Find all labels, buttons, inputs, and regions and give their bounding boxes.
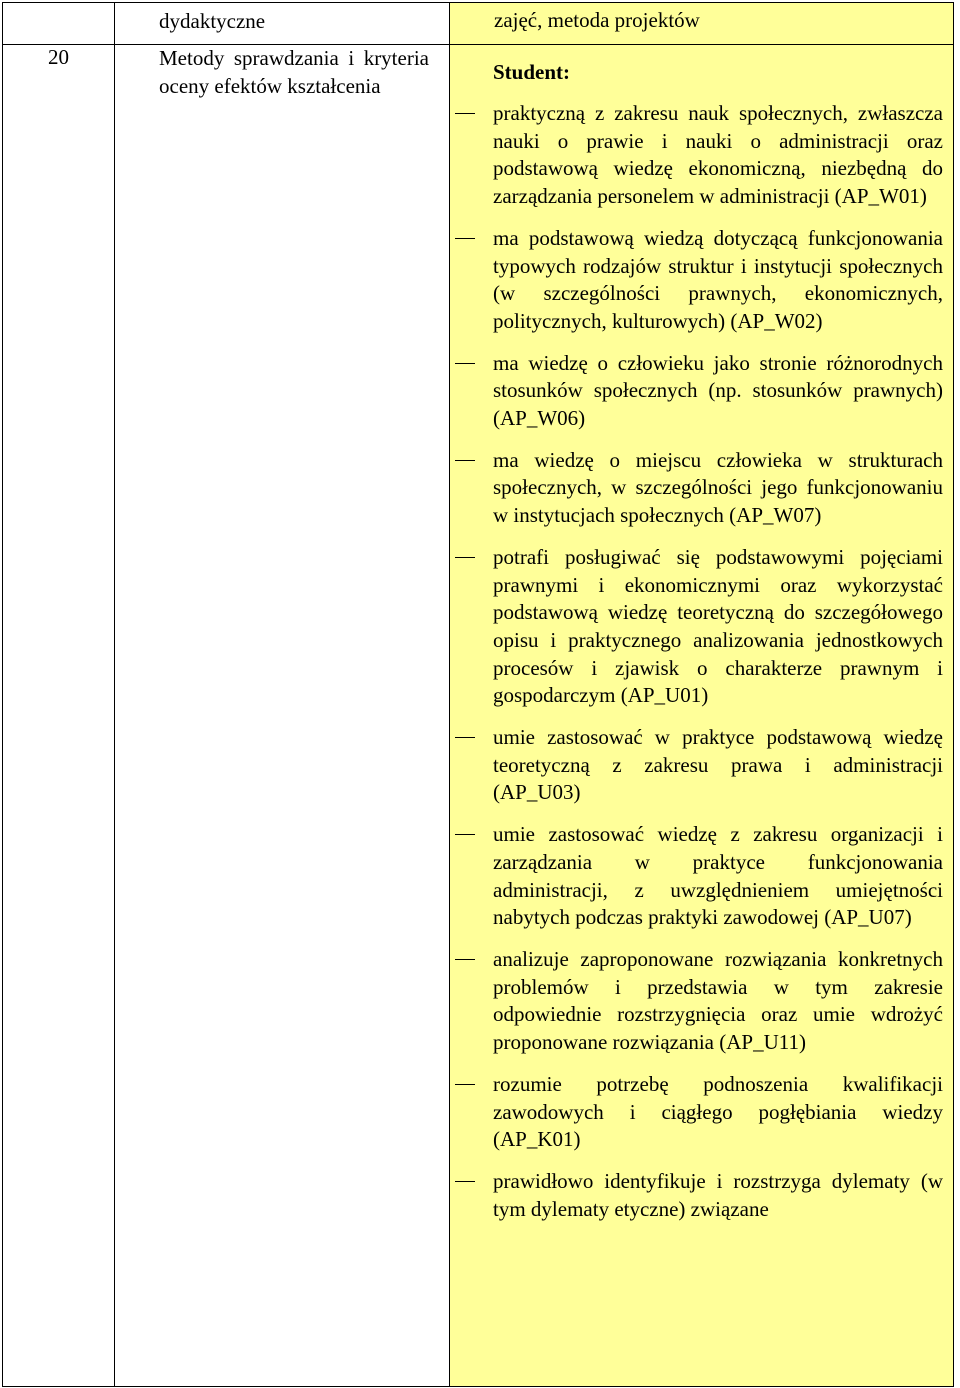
list-item	[450, 946, 953, 1057]
top-content-cell	[450, 3, 954, 45]
dash-bullet-icon	[455, 1181, 475, 1182]
row-number-cell	[3, 45, 115, 1387]
list-item	[450, 821, 953, 932]
outcome-list	[450, 100, 953, 1237]
list-item	[450, 447, 953, 530]
list-item	[450, 1168, 953, 1223]
student-heading: Student:	[493, 60, 571, 84]
course-table	[2, 2, 954, 1387]
dash-bullet-icon	[455, 557, 475, 558]
list-item	[450, 724, 953, 807]
list-item-text: analizuje zaproponowane rozwiązania konkretnych problemów i przedstawia w tym zakresie odpowiednie rozstrzygnięcia oraz umie wdrożyć proponowane rozwiązania (AP_U11)	[493, 946, 943, 1055]
top-label-cell	[115, 3, 450, 45]
list-item-text: prawidłowo identyfikuje i rozstrzyga dylematy (w tym dylematy etyczne) związane	[493, 1168, 943, 1221]
list-item	[450, 100, 953, 211]
row-content-cell	[450, 45, 954, 1387]
top-label-text: dydaktyczne	[159, 9, 266, 33]
row-label-text: Metody sprawdzania i kryteria oceny efektów kształcenia	[159, 46, 429, 98]
dash-bullet-icon	[455, 238, 475, 239]
list-item-text: praktyczną z zakresu nauk społecznych, zwłaszcza nauki o prawie i nauki o administracji oraz podstawową wiedzę ekonomiczną, niezbędną do zarządzania personelem w administracji (AP_W01)	[493, 101, 943, 209]
dash-bullet-icon	[455, 834, 475, 835]
dash-bullet-icon	[455, 959, 475, 960]
dash-bullet-icon	[455, 460, 475, 461]
table-row-main	[3, 45, 954, 1387]
list-item-text: umie zastosować wiedzę z zakresu organizacji i zarządzania w praktyce funkcjonowania administracji, z uwzględnieniem umiejętności nabytych podczas praktyki zawodowej (AP_U07)	[493, 822, 943, 930]
dash-bullet-icon	[455, 1084, 475, 1085]
list-item-text: rozumie potrzebę podnoszenia kwalifikacji zawodowych i ciągłego pogłębiania wiedzy (AP_K01)	[493, 1071, 943, 1152]
row-label-cell	[115, 45, 450, 1387]
list-item	[450, 544, 953, 710]
top-content-text: zajęć, metoda projektów	[494, 8, 700, 32]
dash-bullet-icon	[455, 113, 475, 114]
table-row-top	[3, 3, 954, 45]
list-item	[450, 1071, 953, 1154]
dash-bullet-icon	[455, 363, 475, 364]
row-number: 20	[48, 45, 69, 69]
list-item-text: umie zastosować w praktyce podstawową wiedzę teoretyczną z zakresu prawa i administracji (AP_U03)	[493, 725, 943, 805]
dash-bullet-icon	[455, 737, 475, 738]
list-item-text: ma wiedzę o miejscu człowieka w strukturach społecznych, w szczególności jego funkcjonowaniu w instytucjach społecznych (AP_W07)	[493, 447, 943, 528]
list-item-text: ma wiedzę o człowieku jako stronie różnorodnych stosunków społecznych (np. stosunków prawnych) (AP_W06)	[493, 350, 943, 431]
highlighted-content	[450, 45, 953, 1386]
list-item	[450, 225, 953, 336]
empty-number-cell	[3, 3, 115, 45]
list-item	[450, 350, 953, 433]
list-item-text: ma podstawową wiedzą dotyczącą funkcjonowania typowych rodzajów struktur i instytucji społecznych (w szczególności prawnych, ekonomicznych, politycznych, kulturowych) (AP_W02)	[493, 225, 943, 333]
list-item-text: potrafi posługiwać się podstawowymi pojęciami prawnymi i ekonomicznymi oraz wykorzystać podstawową wiedzę teoretyczną do szczegółowego opisu i praktycznego analizowania jednostkowych procesów i zjawisk o charakterze prawnym i gospodarczym (AP_U01)	[493, 544, 943, 708]
